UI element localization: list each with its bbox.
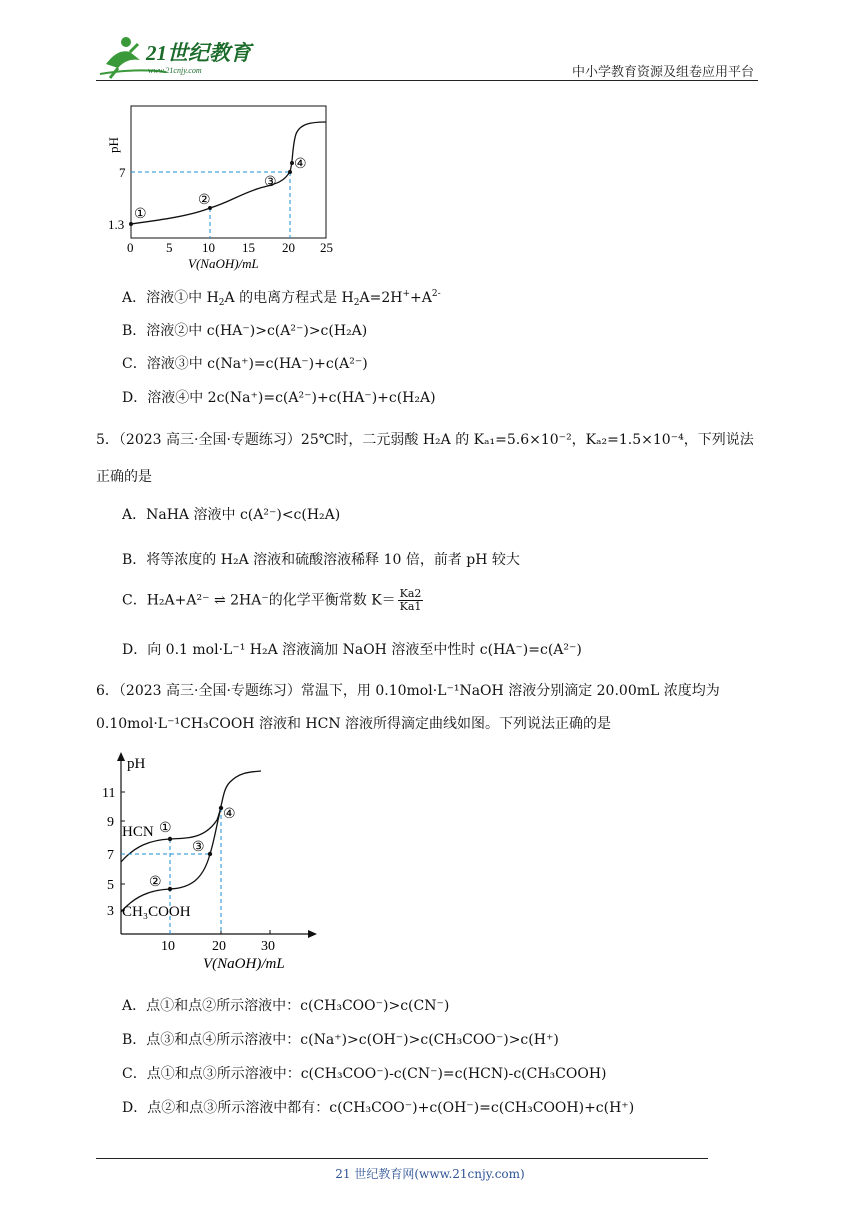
question-stem: 25℃时，二元弱酸 H₂A 的 Kₐ₁=5.6×10⁻²，Kₐ₂=1.5×10⁻⁴，下列说法: [300, 432, 754, 448]
fraction-numerator: Ka2: [399, 587, 422, 600]
y-tick-1-3: 1.3: [108, 217, 125, 232]
header-divider: [96, 80, 758, 81]
option-label: B．: [122, 552, 147, 568]
hcn-curve: [121, 771, 261, 862]
option-label: A．: [122, 998, 147, 1014]
q6-option-a[interactable]: [122, 997, 449, 1015]
y-tick-7: 7: [107, 848, 114, 863]
x-axis-label: V(NaOH)/mL: [203, 956, 285, 972]
q4-option-d[interactable]: [122, 389, 436, 407]
logo-runner-icon: [96, 34, 266, 80]
q5-stem-line1: [96, 431, 754, 449]
x-tick-5: 5: [166, 240, 173, 255]
option-label: C．: [122, 356, 147, 372]
titration-curve: [131, 122, 326, 224]
point-label-1: ①: [134, 207, 147, 222]
q5-option-d[interactable]: [122, 641, 582, 659]
option-text-part: 溶液①中 H: [146, 290, 219, 306]
x-tick-20: 20: [282, 240, 295, 255]
logo-url: www.21cnjy.com: [148, 66, 202, 75]
x-tick-15: 15: [242, 240, 255, 255]
q6-stem-line2: 0.10mol·L⁻¹CH₃COOH 溶液和 HCN 溶液所得滴定曲线如图。下列说法正确的是: [96, 716, 612, 732]
x-tick-25: 25: [320, 240, 333, 255]
footer-divider: [96, 1158, 708, 1159]
question-source: （2023 高三·全国·专题练习）: [118, 432, 301, 448]
superscript: 2-: [431, 289, 441, 299]
option-text: H₂A+A²⁻ ⇌ 2HA⁻的化学平衡常数 K＝: [146, 592, 396, 609]
question-stem: 常温下，用 0.10mol·L⁻¹NaOH 溶液分别滴定 20.00mL 浓度均为: [300, 683, 720, 699]
figure-2-titration-curves: [102, 750, 320, 979]
y-tick-5: 5: [107, 878, 114, 893]
point-label-2: ②: [149, 875, 162, 890]
q5-option-b[interactable]: [122, 551, 520, 569]
x-tick-10: 10: [202, 240, 215, 255]
q4-option-c[interactable]: [122, 355, 368, 373]
curve-label-ch3cooh: CH₃COOH: [122, 904, 191, 920]
option-text-part: +A: [410, 290, 432, 306]
q4-option-a[interactable]: A．溶液①中 $H_2A$ 的电离方程式是 $H_2A=2H^++A^{2-}$: [122, 289, 441, 308]
option-label: D．: [122, 642, 148, 658]
header-platform-name: 中小学教育资源及组卷应用平台: [571, 65, 754, 80]
fraction-denominator: Ka1: [399, 600, 422, 613]
option-label: B．: [122, 1032, 147, 1048]
logo-text: 21世纪教育: [146, 41, 251, 65]
q5-option-a[interactable]: [122, 506, 340, 524]
x-tick-20: 20: [212, 939, 226, 954]
y-tick-11: 11: [102, 786, 116, 801]
y-axis-label: pH: [106, 137, 121, 153]
y-tick-3: 3: [107, 904, 114, 919]
y-tick-9: 9: [107, 815, 114, 830]
option-text: 溶液④中 2c(Na⁺)=c(A²⁻)+c(HA⁻)+c(H₂A): [147, 390, 436, 406]
point-label-3: ③: [192, 840, 205, 855]
option-text: 点②和点③所示溶液中都有：c(CH₃COO⁻)+c(OH⁻)=c(CH₃COOH)+c(H⁺): [147, 1100, 635, 1116]
q4-option-b[interactable]: [122, 322, 367, 340]
x-tick-0: 0: [127, 240, 134, 255]
q5-option-c[interactable]: [122, 588, 425, 613]
point-label-2: ②: [198, 193, 211, 208]
k-fraction: [398, 588, 424, 613]
option-label: D．: [122, 1100, 148, 1116]
option-text: 将等浓度的 H₂A 溶液和硫酸溶液稀释 10 倍，前者 pH 较大: [146, 552, 520, 568]
q6-option-d[interactable]: [122, 1099, 634, 1117]
y-tick-7: 7: [119, 165, 126, 180]
option-text-part: A=2H: [359, 290, 403, 306]
curve-label-hcn: HCN: [122, 824, 154, 840]
site-logo[interactable]: [96, 34, 266, 80]
option-label: D．: [122, 390, 148, 406]
question-number: 6．: [96, 683, 119, 699]
point-label-3: ③: [264, 175, 277, 190]
footer-link[interactable]: 21 世纪教育网(www.21cnjy.com): [335, 1167, 525, 1181]
question-number: 5．: [96, 432, 119, 448]
option-label: A．: [122, 507, 147, 523]
option-label: C．: [122, 592, 147, 609]
option-label: C．: [122, 1066, 147, 1082]
point-label-4: ④: [223, 807, 236, 822]
y-axis-label: pH: [127, 756, 146, 772]
option-text: 溶液②中 c(HA⁻)>c(A²⁻)>c(H₂A): [146, 323, 368, 339]
option-text: 点①和点③所示溶液中：c(CH₃COO⁻)-c(CN⁻)=c(HCN)-c(CH₃COOH): [146, 1066, 607, 1082]
x-tick-10: 10: [161, 939, 175, 954]
superscript: +: [402, 289, 411, 299]
q6-option-c[interactable]: [122, 1065, 607, 1083]
figure-1-titration-curve: [100, 98, 350, 277]
option-label: B．: [122, 323, 147, 339]
option-text: 向 0.1 mol·L⁻¹ H₂A 溶液滴加 NaOH 溶液至中性时 c(HA⁻)=c(A²⁻): [147, 642, 582, 658]
point-label-4: ④: [294, 157, 307, 172]
q6-option-b[interactable]: [122, 1031, 559, 1049]
x-tick-30: 30: [261, 939, 275, 954]
option-text-part: A 的电离方程式是 H: [224, 290, 354, 306]
option-text: 溶液③中 c(Na⁺)=c(HA⁻)+c(A²⁻): [146, 356, 368, 372]
point-label-1: ①: [159, 821, 172, 836]
q5-stem-line2: 正确的是: [96, 469, 152, 485]
option-text: 点①和点②所示溶液中：c(CH₃COO⁻)>c(CN⁻): [146, 998, 450, 1014]
q6-stem-line1: [96, 682, 720, 700]
option-label: A．: [122, 290, 147, 306]
option-text: 点③和点④所示溶液中：c(Na⁺)>c(OH⁻)>c(CH₃COO⁻)>c(H⁺): [146, 1032, 559, 1048]
question-source: （2023 高三·全国·专题练习）: [118, 683, 301, 699]
option-text: NaHA 溶液中 c(A²⁻)<c(H₂A): [146, 507, 341, 523]
x-axis-label: V(NaOH)/mL: [188, 256, 259, 271]
